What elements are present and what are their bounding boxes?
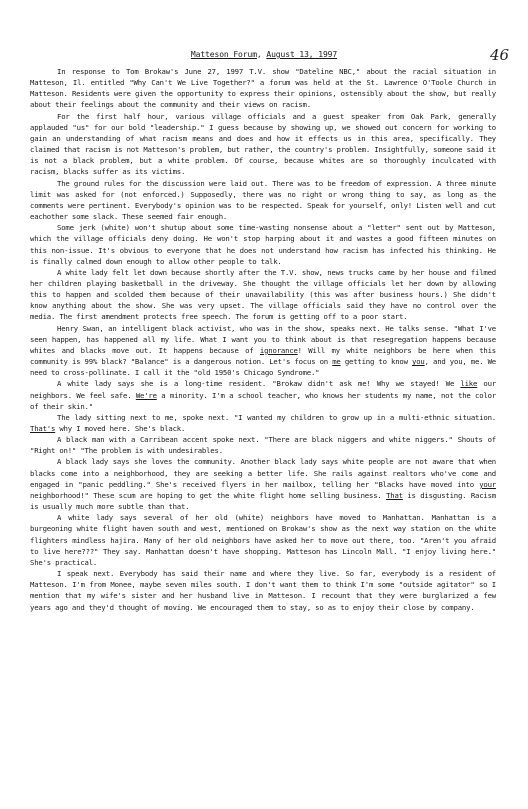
header-separator: , xyxy=(256,50,267,59)
handwritten-page-number: 46 xyxy=(490,46,510,64)
underlined-text: That xyxy=(386,490,403,500)
text-run: A white lady says she is a long-time resident. "Brokaw didn't ask me! Why we stayed! We xyxy=(57,379,461,389)
paragraph xyxy=(30,66,496,111)
paragraph xyxy=(30,267,496,323)
text-run: ! Will my white neighbors be here when this community is 99% black? "Balance" is a dangerous notion. Let's focus on xyxy=(30,345,496,367)
header-date: August 13, 1997 xyxy=(266,50,338,59)
text-run: A black man with a Carribean accent spoke next. "There are black niggers and white niggers." Shouts of "Right on!" "The problem is with undesirables. xyxy=(30,435,496,456)
document-header xyxy=(0,50,528,60)
text-run: is disgusting. Racism is usually much more subtle than that. xyxy=(30,490,496,512)
text-run: our neighbors. We feel safe. xyxy=(30,379,496,400)
paragraph xyxy=(30,222,496,267)
text-run: The ground rules for the discussion were laid out. There was to be freedom of expression. A three minute limit was asked for (not enforced.) Supposedly, there was no right or wrong thing to say, as long as the comments were pertinent. Everybody's opinion was to be respected. Speak for yourself, only! Listen well and cut eachother some slack. These seemed fair enough. xyxy=(30,178,496,222)
header-title: Matteson Forum xyxy=(190,50,257,59)
text-run: Henry Swan, an intelligent black activist, who was in the show, speaks next. He talks sense. "What I've seen happen, has happened all my life. What I want you to think about is that resegregation happens because whites and blacks move out. It happens because of xyxy=(30,323,496,355)
text-run: A white lady felt let down because shortly after the T.V. show, news trucks came by her house and filmed her children playing basketball in the driveway. She thought the village officials let her down by allowing this to happen and scolded them because of their unavailability (this was after business hours.) She didn't know anything about the show. She was very upset. The village officials said they have no control over the media. The first amendment protects free speech. The forum is getting off to a poor start. xyxy=(30,267,496,322)
document-body xyxy=(30,66,496,613)
text-run: A white lady says several of her old (white) neighbors have moved to Manhattan. Manhattan is a burgeoning white flight haven south and west, mentioned on Brokaw's show as the next way station on the white flighters mindless hajira. Many of her old neighbors have asked her to move out there, too. "Aren't you afraid to live here???" They say. Manhattan doesn't have shopping. Matteson has Lincoln Mall. "I enjoy living here." She's practical. xyxy=(30,513,496,567)
text-run: A black lady says she loves the community. Another black lady says white people are not aware that when blacks come into a neighborhood, they are seeking a better life. She rails against realtors who've come and engaged in "panic peddling." She's received flyers in her mailbox, telling her "Blacks have moved into xyxy=(30,457,496,489)
paragraph xyxy=(30,111,496,178)
underlined-text: We're xyxy=(135,390,157,400)
text-run: Some jerk (white) won't shutup about some time-wasting nonsense about a "letter" sent out by Matteson, which the village officials deny doing. He won't stop harping about it and wastes a good fifteen minutes on this non-issue. It's obvious to everyone that he does not understand how racism has infected his thinking. He is finally calmed down enough to allow other people to talk. xyxy=(30,223,496,266)
paragraph xyxy=(30,412,496,434)
paragraph xyxy=(30,323,496,379)
paragraph xyxy=(30,568,496,613)
underlined-text: ignorance xyxy=(259,345,298,355)
underlined-text: me xyxy=(332,357,341,367)
text-run: a minority. I'm a school teacher, who knows her students my name, not the color of their skin." xyxy=(30,390,496,411)
underlined-text: That's xyxy=(30,424,56,433)
text-run: I speak next. Everybody has said their name and where they live. So far, everybody is a resident of Matteson. I'm from Monee, maybe seven miles south. I don't want them to think I'm some "outside agitator" so I mention that my wife's sister and her husband live in Matteson. I recount that they were burglarized a few years ago and they'd thought of moving. We encouraged them to stay, so as to enjoy their close by company. xyxy=(30,569,496,612)
text-run: In response to Tom Brokaw's June 27, 1997 T.V. show "Dateline NBC," about the racial situation in Matteson, Il. entitled "Why Can't We Live Together?" a forum was held at the St. Lawrence O'Toole Church in Matteson. Residents were given the opportunity to express their opinions, ostensibly about the show, but really about their feelings about the community and their views on racism. xyxy=(30,67,496,110)
paragraph xyxy=(30,456,496,512)
text-run: For the first half hour, various village officials and a guest speaker from Oak Park, generally applauded "us" for our bold "leadership." I guess because by showing up, we showed out concern for working to gain an understanding of what racism means and does and how it effects us in this area, specifically. They claimed that racism is not Matteson's problem, but rather, the country's problem. Insightfully, someone said it is not a black problem, but a white problem. Of course, because whites are so thoroughly inculcated with racism, blacks suffer as its victims. xyxy=(30,111,496,177)
text-run: why I moved here. She's black. xyxy=(55,424,186,433)
underlined-text: your xyxy=(479,479,496,489)
underlined-text: like xyxy=(460,379,478,389)
paragraph xyxy=(30,178,496,223)
text-run: , and you, me. We need to cross-pollinate. I call it the "old 1950's Chicago Syndrome." xyxy=(30,357,496,378)
text-run: neighborhood!" These scum are hoping to get the white flight home selling business. xyxy=(30,490,387,500)
underlined-text: you xyxy=(412,357,425,367)
text-run: getting to know xyxy=(340,357,412,367)
paragraph xyxy=(30,434,496,456)
paragraph xyxy=(30,512,496,568)
paragraph xyxy=(30,378,496,411)
text-run: The lady sitting next to me, spoke next. "I wanted my children to grow up in a multi-ethnic situation. xyxy=(57,412,496,422)
